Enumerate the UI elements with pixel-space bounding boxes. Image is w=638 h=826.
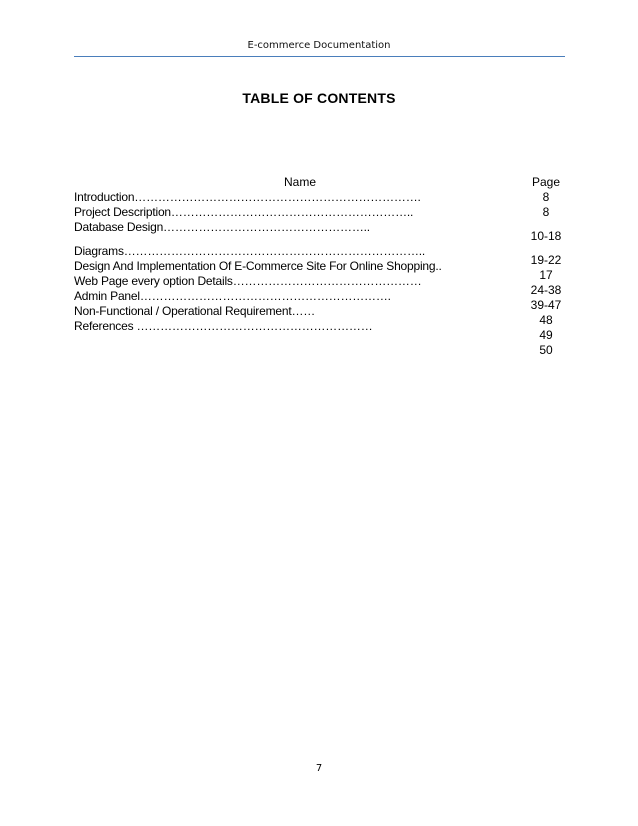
toc-page-number: 49: [539, 328, 553, 342]
spacer: [522, 244, 570, 253]
toc-pages: [522, 175, 570, 358]
toc-page-number: 48: [539, 313, 553, 327]
toc-page-number: 8: [542, 205, 550, 219]
toc-entry: Admin Panel……………………………………………………….: [74, 289, 391, 303]
toc-page-number: 10-18: [530, 229, 562, 243]
spacer: [522, 220, 570, 229]
spacer: [74, 235, 534, 244]
toc-page-number: 24-38: [530, 283, 562, 297]
toc-entry: Project Description……………………………………………………..: [74, 205, 414, 219]
toc-entry: Diagrams…………………………………………………………………..: [74, 244, 426, 258]
toc-title: TABLE OF CONTENTS: [242, 90, 396, 106]
toc-entry: Web Page every option Details…………………………………………: [74, 274, 422, 288]
toc-entry: Design And Implementation Of E-Commerce Site For Online Shopping..: [74, 259, 442, 273]
toc-page-number: 19-22: [530, 253, 562, 267]
toc-page-number: 39-47: [530, 298, 562, 312]
toc-entries: [74, 175, 534, 334]
toc-page-number: 8: [542, 190, 550, 204]
column-header-name: Name: [283, 175, 316, 189]
toc-entry: Introduction……………………………………………………………….: [74, 190, 421, 204]
toc-entry: Database Design……………………………………………..: [74, 220, 370, 234]
toc-entry: Non-Functional / Operational Requirement……: [74, 304, 316, 318]
toc-page-number: 17: [539, 268, 553, 282]
header-text: E-commerce Documentation: [247, 40, 391, 51]
footer-page-number: 7: [315, 763, 323, 774]
toc-entry: References ……………………………………………………: [74, 319, 373, 333]
header-divider: [74, 56, 565, 57]
column-header-page: Page: [531, 175, 561, 189]
toc-page-number: 50: [539, 343, 553, 357]
